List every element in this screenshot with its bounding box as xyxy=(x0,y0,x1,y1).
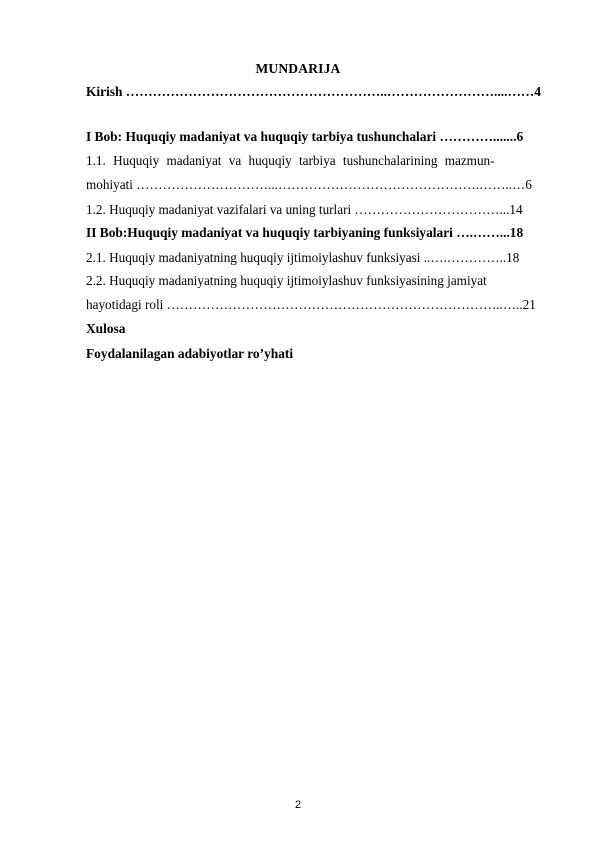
toc-entry-1-1-line-1: 1.1. Huquqiy madaniyat va huquqiy tarbiya tushunchalarining mazmun- xyxy=(86,153,495,168)
toc-entry-kirish: Kirish …………………………………………………..……………………....……4 xyxy=(86,84,541,99)
toc-entry-chapter-1: I Bob: Huquqiy madaniyat va huquqiy tarbiya tushunchalari ………….......6 xyxy=(86,129,524,144)
toc-title: MUNDARIJA xyxy=(255,61,341,76)
toc-entry-xulosa: Xulosa xyxy=(86,321,126,336)
toc-entry-references: Foydalanilagan adabiyotlar ro’yhati xyxy=(86,346,294,361)
page-number: 2 xyxy=(294,799,302,811)
toc-entry-1-2: 1.2. Huquqiy madaniyat vazifalari va uning turlari ……………………………...14 xyxy=(86,202,523,217)
toc-entry-2-2-line-1: 2.2. Huquqiy madaniyatning huquqiy ijtimoiylashuv funksiyasining jamiyat xyxy=(86,273,487,288)
toc-entry-1-1-line-2: mohiyati …………………………...……………………………………….……..…6 xyxy=(86,177,532,192)
toc-entry-chapter-2: II Bob:Huquqiy madaniyat va huquqiy tarbiyaning funksiyalari ….……...18 xyxy=(86,225,524,240)
toc-entry-2-1: 2.1. Huquqiy madaniyatning huquqiy ijtimoiylashuv funksiyasi ..….…………..18 xyxy=(86,250,520,265)
toc-entry-2-2-line-2: hayotidagi roli …………………………………………………………………..…..21 xyxy=(86,297,536,312)
